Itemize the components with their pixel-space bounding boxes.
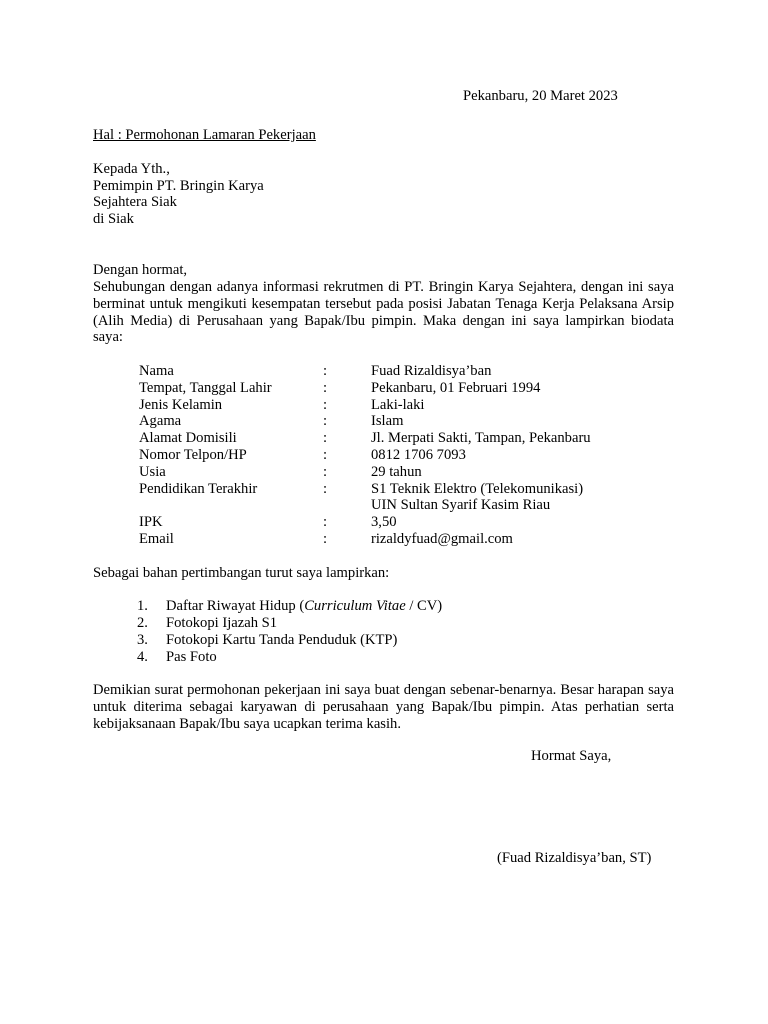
list-number: 1.: [137, 598, 148, 614]
place-date: Pekanbaru, 20 Maret 2023: [463, 88, 618, 104]
biodata-value: 3,50: [371, 514, 397, 530]
biodata-label: IPK: [139, 514, 163, 530]
biodata-label: Alamat Domisili: [139, 430, 237, 446]
greeting: Dengan hormat,: [93, 262, 188, 278]
subject-line: Hal : Permohonan Lamaran Pekerjaan: [93, 127, 316, 143]
biodata-label: Jenis Kelamin: [139, 397, 223, 413]
biodata-colon: :: [323, 514, 328, 530]
biodata-value: S1 Teknik Elektro (Telekomunikasi): [371, 481, 584, 497]
list-number: 3.: [137, 632, 148, 648]
list-item-text: Fotokopi Ijazah S1: [166, 615, 278, 631]
biodata-value-continued: UIN Sultan Syarif Kasim Riau: [371, 497, 551, 513]
closing-paragraph: Demikian surat permohonan pekerjaan ini saya buat dengan sebenar-benarnya. Besar harapan saya untuk diterima sebagai karyawan di perusahaan yang Bapak/Ibu pimpin. Atas perhatian serta kebijaksanaan Bapak/Ibu saya ucapkan terima kasih.: [93, 682, 674, 732]
biodata-colon: :: [323, 363, 328, 379]
biodata-label: Email: [139, 531, 174, 547]
list-item-text: Fotokopi Kartu Tanda Penduduk (KTP): [166, 632, 398, 648]
attachments-intro: Sebagai bahan pertimbangan turut saya lampirkan:: [93, 565, 390, 581]
biodata-colon: :: [323, 380, 328, 396]
list-number: 4.: [137, 649, 148, 665]
biodata-label: Nomor Telpon/HP: [139, 447, 247, 463]
biodata-value: Jl. Merpati Sakti, Tampan, Pekanbaru: [371, 430, 591, 446]
signature-name: (Fuad Rizaldisya’ban, ST): [497, 850, 652, 866]
biodata-label: Agama: [139, 413, 182, 429]
biodata-colon: :: [323, 430, 328, 446]
biodata-value: Laki-laki: [371, 397, 425, 413]
intro-paragraph: Sehubungan dengan adanya informasi rekrutmen di PT. Bringin Karya Sejahtera, dengan ini saya berminat untuk mengikuti kesempatan tersebut pada posisi Jabatan Tenaga Kerja Pelaksana Arsip (Alih Media) di Perusahaan yang Bapak/Ibu pimpin. Maka dengan ini saya lampirkan biodata saya:: [93, 279, 674, 346]
biodata-label: Nama: [139, 363, 174, 379]
recipient-line: di Siak: [93, 211, 134, 227]
biodata-colon: :: [323, 481, 328, 497]
biodata-colon: :: [323, 447, 328, 463]
list-item-text-part: Daftar Riwayat Hidup (: [166, 598, 305, 614]
list-item-text: [166, 598, 442, 615]
biodata-colon: :: [323, 531, 328, 547]
biodata-value: 29 tahun: [371, 464, 422, 480]
list-number: 2.: [137, 615, 148, 631]
biodata-colon: :: [323, 397, 328, 413]
biodata-value: rizaldyfuad@gmail.com: [371, 531, 513, 547]
biodata-value: Islam: [371, 413, 404, 429]
biodata-label: Usia: [139, 464, 166, 480]
biodata-label: Tempat, Tanggal Lahir: [139, 380, 272, 396]
biodata-value: 0812 1706 7093: [371, 447, 466, 463]
biodata-value: Fuad Rizaldisya’ban: [371, 363, 492, 379]
recipient-line: Kepada Yth.,: [93, 161, 170, 177]
recipient-line: Pemimpin PT. Bringin Karya: [93, 178, 264, 194]
sign-off: Hormat Saya,: [531, 748, 612, 764]
biodata-label: Pendidikan Terakhir: [139, 481, 258, 497]
biodata-value: Pekanbaru, 01 Februari 1994: [371, 380, 541, 396]
list-item-italic-text: Curriculum Vitae: [304, 598, 406, 614]
biodata-colon: :: [323, 413, 328, 429]
list-item-text: Pas Foto: [166, 649, 217, 665]
recipient-line: Sejahtera Siak: [93, 194, 177, 210]
list-item-text-part: / CV): [405, 598, 443, 614]
biodata-colon: :: [323, 464, 328, 480]
